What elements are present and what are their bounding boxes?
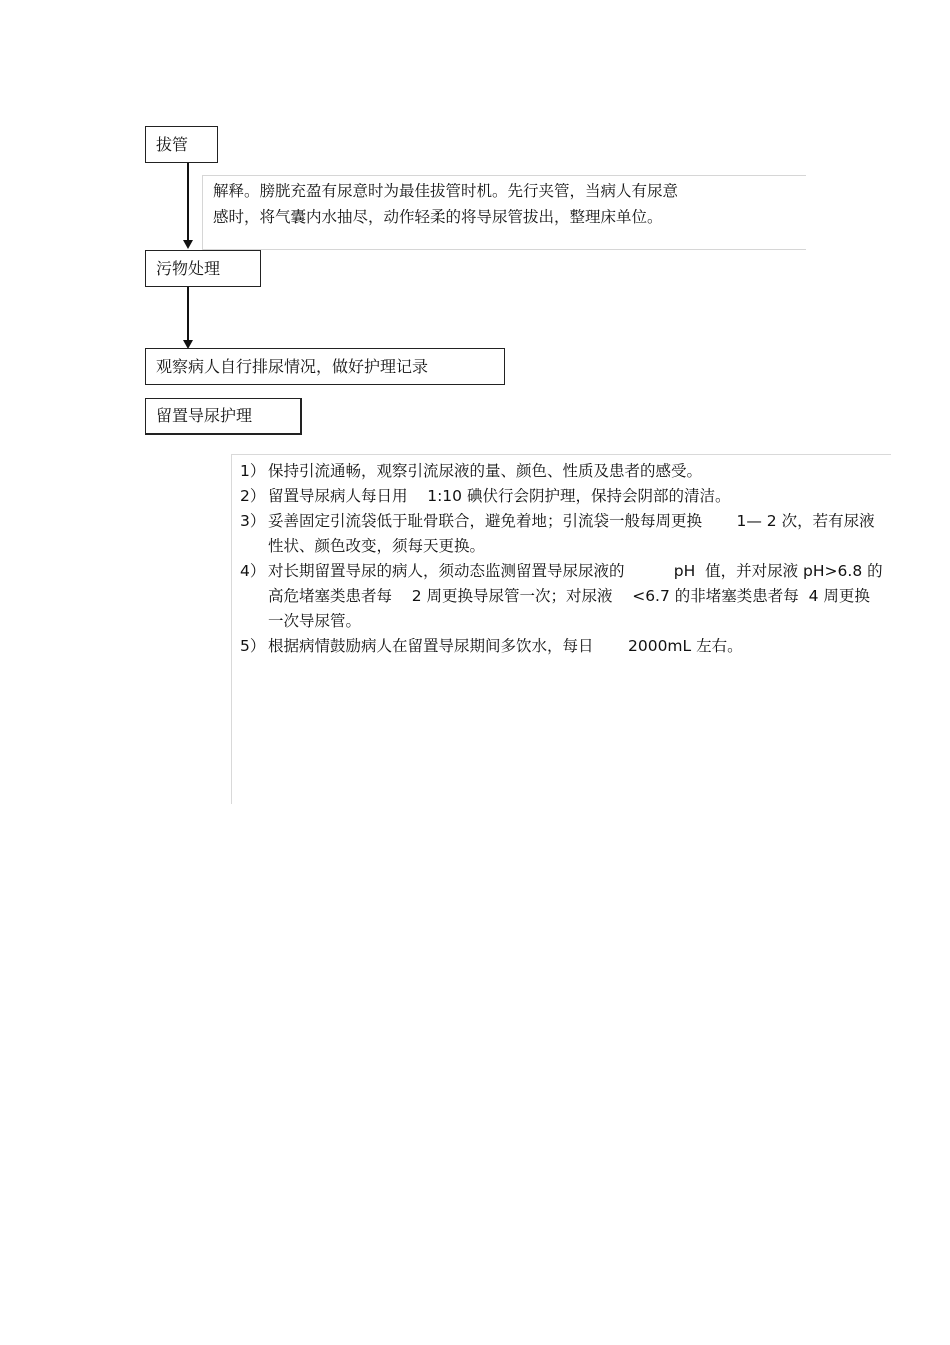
flow-connector-line (187, 287, 189, 341)
flow-step-label: 污物处理 (156, 258, 221, 278)
item-number: 2） (240, 487, 266, 505)
item-text: 根据病情鼓励病人在留置导尿期间多饮水，每日 2000mL 左右。 (268, 637, 743, 655)
item-text: 留置导尿病人每日用 1:10 碘伏行会阴护理，保持会阴部的清洁。 (268, 487, 731, 505)
item-number: 5） (240, 637, 266, 655)
care-instructions-panel (231, 454, 891, 804)
note-line: 感时，将气囊内水抽尽，动作轻柔的将导尿管拔出，整理床单位。 (213, 208, 663, 226)
flow-arrow-icon (183, 240, 193, 249)
section-indwelling-catheter-care (145, 398, 302, 435)
flow-step-label: 拔管 (156, 134, 189, 154)
item-number: 1） (240, 462, 266, 480)
item-text: 保持引流通畅，观察引流尿液的量、颜色、性质及患者的感受。 (268, 462, 703, 480)
section-title: 留置导尿护理 (156, 406, 253, 425)
flow-step-extubation (145, 126, 218, 163)
flow-step-waste-disposal (145, 250, 261, 287)
list-item (240, 484, 883, 509)
list-item (240, 459, 883, 484)
flow-step-label: 观察病人自行排尿情况，做好护理记录 (156, 356, 429, 376)
extubation-note (202, 175, 806, 250)
item-text: 妥善固定引流袋低于耻骨联合，避免着地；引流袋一般每周更换 1— 2 次，若有尿液性状、颜色改变，须每天更换。 (268, 512, 875, 555)
list-item (240, 559, 883, 634)
list-item (240, 509, 883, 559)
item-text: 对长期留置导尿的病人，须动态监测留置导尿尿液的 pH 值，并对尿液 pH>6.8 的高危堵塞类患者每 2 周更换导尿管一次；对尿液 <6.7 的非堵塞类患者每 4 周更换一次导尿管。 (268, 562, 883, 630)
flow-connector-line (187, 163, 189, 241)
item-number: 3） (240, 512, 266, 530)
item-number: 4） (240, 562, 266, 580)
flow-step-observe (145, 348, 505, 385)
list-item (240, 634, 883, 659)
note-line: 解释。膀胱充盈有尿意时为最佳拔管时机。先行夹管，当病人有尿意 (213, 182, 679, 200)
